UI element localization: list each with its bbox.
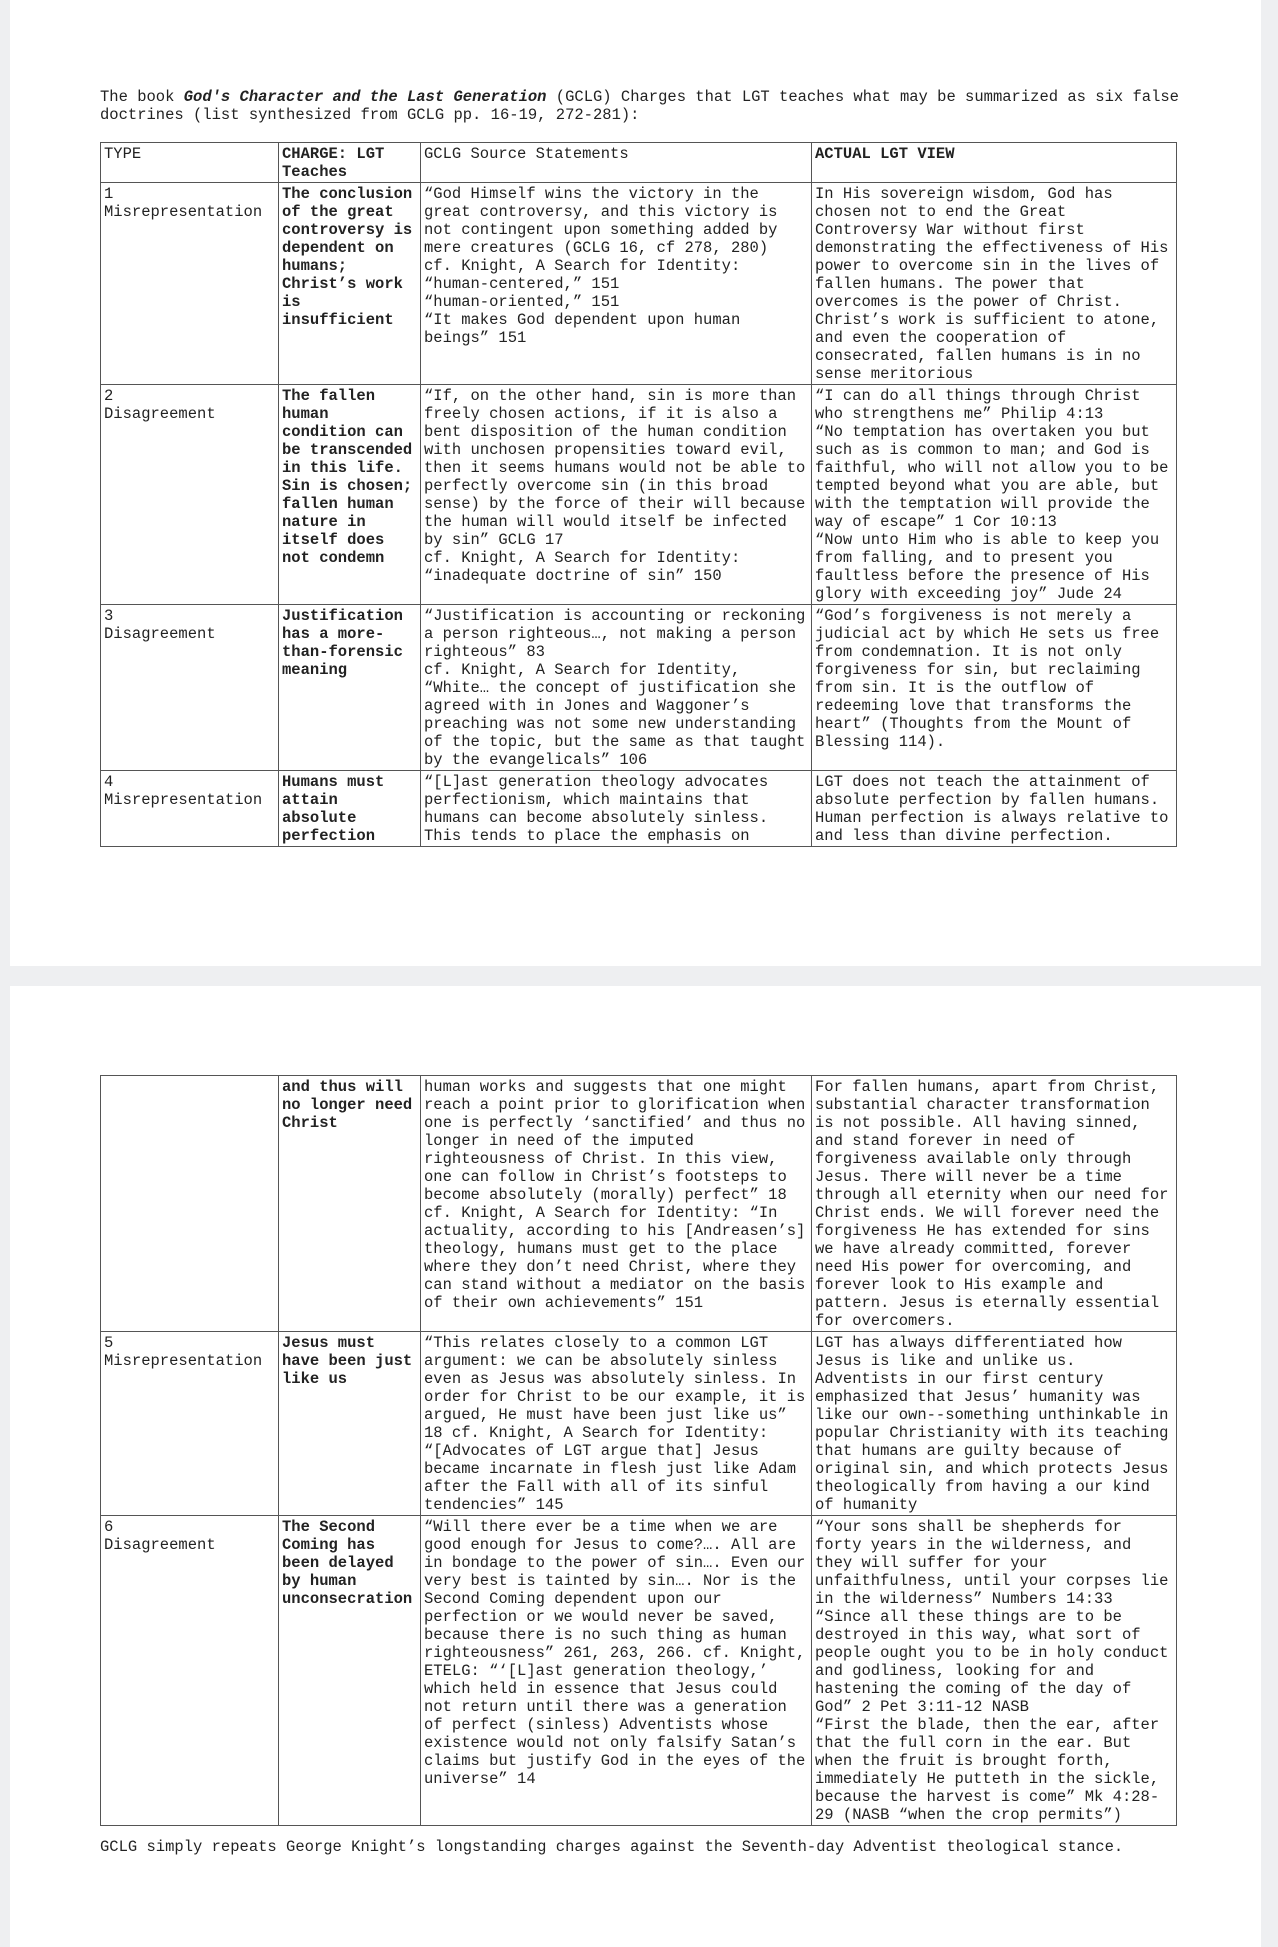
- row-type: 3 Disagreement: [101, 605, 279, 771]
- row-charge: Justification has a more-than-forensic meaning: [279, 605, 421, 771]
- row-view: “I can do all things through Christ who strengthens me” Philip 4:13 “No temptation has overtaken you but such as is common to man; and God is faithful, who will not allow you to be tempted beyond what you are able, but with the temptation will provide the way of escape” 1 Cor 10:13 “Now unto Him who is able to keep you from falling, and to present you faultless before the presence of His glory with exceeding joy” Jude 24: [812, 385, 1177, 605]
- document-page-1: [10, 0, 1261, 966]
- row-source: human works and suggests that one might reach a point prior to glorification when one is perfectly ‘sanctified’ and thus no longer in need of the imputed righteousness of Christ. In this view, one can follow in Christ’s footsteps to become absolutely (morally) perfect” 18 cf. Knight, A Search for Identity: “In actuality, according to his [Andreasen’s] theology, humans must get to the place where they don’t need Christ, where they can stand without a mediator on the basis of their own achievements” 151: [421, 1076, 812, 1332]
- table-header-row: [101, 143, 1177, 183]
- row-source: “[L]ast generation theology advocates perfectionism, which maintains that humans can become absolutely sinless. This tends to place the emphasis on: [421, 771, 812, 847]
- header-view: ACTUAL LGT VIEW: [812, 143, 1177, 183]
- row-type: 1 Misrepresentation: [101, 183, 279, 385]
- book-title: God's Character and the Last Generation: [183, 88, 547, 106]
- row-source: “This relates closely to a common LGT argument: we can be absolutely sinless even as Jesus was absolutely sinless. In order for Christ to be our example, it is argued, He must have been just like us” 18 cf. Knight, A Search for Identity: “[Advocates of LGT argue that] Jesus became incarnate in flesh just like Adam after the Fall with all of its sinful tendencies” 145: [421, 1332, 812, 1516]
- row-charge: The fallen human condition can be transcended in this life. Sin is chosen; fallen human nature in itself does not condemn: [279, 385, 421, 605]
- row-charge: Jesus must have been just like us: [279, 1332, 421, 1516]
- intro-paragraph: [100, 88, 1189, 124]
- row-view: For fallen humans, apart from Christ, substantial character transformation is not possible. All having sinned, and stand forever in need of forgiveness available only through Jesus. There will never be a time through all eternity when our need for Christ ends. We will forever need the forgiveness He has extended for sins we have already committed, forever need His power for overcoming, and forever look to His example and pattern. Jesus is eternally essential for overcomers.: [812, 1076, 1177, 1332]
- row-type: 6 Disagreement: [101, 1516, 279, 1826]
- row-charge: The conclusion of the great controversy is dependent on humans; Christ’s work is insufficient: [279, 183, 421, 385]
- header-type: TYPE: [101, 143, 279, 183]
- row-view: “Your sons shall be shepherds for forty years in the wilderness, and they will suffer for your unfaithfulness, until your corpses lie in the wilderness” Numbers 14:33 “Since all these things are to be destroyed in this way, what sort of people ought you to be in holy conduct and godliness, looking for and hastening the coming of the day of God” 2 Pet 3:11-12 NASB “First the blade, then the ear, after that the full corn in the ear. But when the fruit is brought forth, immediately He putteth in the sickle, because the harvest is come” Mk 4:28-29 (NASB “when the crop permits”): [812, 1516, 1177, 1826]
- table-row: [101, 1332, 1177, 1516]
- charges-table: [100, 142, 1177, 847]
- row-charge: and thus will no longer need Christ: [279, 1076, 421, 1332]
- charges-table-continued: [100, 1075, 1177, 1826]
- header-source: GCLG Source Statements: [421, 143, 812, 183]
- row-view: LGT has always differentiated how Jesus is like and unlike us. Adventists in our first century emphasized that Jesus’ humanity was like our own--something unthinkable in popular Christianity with its teaching that humans are guilty because of original sin, and which protects Jesus theologically from having a our kind of humanity: [812, 1332, 1177, 1516]
- row-type: 4 Misrepresentation: [101, 771, 279, 847]
- row-source: “God Himself wins the victory in the great controversy, and this victory is not contingent upon something added by mere creatures (GCLG 16, cf 278, 280) cf. Knight, A Search for Identity: “human-centered,” 151 “human-oriented,” 151 “It makes God dependent upon human beings” 151: [421, 183, 812, 385]
- row-type: 2 Disagreement: [101, 385, 279, 605]
- row-source: “Will there ever be a time when we are good enough for Jesus to come?…. All are in bondage to the power of sin…. Even our very best is tainted by sin…. Nor is the Second Coming dependent upon our perfection or we would never be saved, because there is no such thing as human righteousness” 261, 263, 266. cf. Knight, ETELG: “‘[L]ast generation theology,’ which held in essence that Jesus could not return until there was a generation of perfect (sinless) Adventists whose existence would not only falsify Satan’s claims but justify God in the eyes of the universe” 14: [421, 1516, 812, 1826]
- row-type: 5 Misrepresentation: [101, 1332, 279, 1516]
- row-type: [101, 1076, 279, 1332]
- row-view: LGT does not teach the attainment of absolute perfection by fallen humans. Human perfection is always relative to and less than divine perfection.: [812, 771, 1177, 847]
- table-row: [101, 385, 1177, 605]
- row-charge: The Second Coming has been delayed by human unconsecration: [279, 1516, 421, 1826]
- table-row: [101, 1516, 1177, 1826]
- table-row: [101, 1076, 1177, 1332]
- table-row: [101, 605, 1177, 771]
- row-source: “Justification is accounting or reckoning a person righteous…, not making a person righteous” 83 cf. Knight, A Search for Identity, “White… the concept of justification she agreed with in Jones and Waggoner’s preaching was not some new understanding of the topic, but the same as that taught by the evangelicals” 106: [421, 605, 812, 771]
- table-row: [101, 183, 1177, 385]
- intro-text-post: (GCLG) Charges that LGT teaches what may be summarized as six false doctrines (list synthesized from GCLG pp. 16-19, 272-281):: [100, 88, 1189, 124]
- row-view: “God’s forgiveness is not merely a judicial act by which He sets us free from condemnation. It is not only forgiveness for sin, but reclaiming from sin. It is the outflow of redeeming love that transforms the heart” (Thoughts from the Mount of Blessing 114).: [812, 605, 1177, 771]
- row-charge: Humans must attain absolute perfection: [279, 771, 421, 847]
- document-page-2: [10, 986, 1261, 1947]
- table-row: [101, 771, 1177, 847]
- intro-text-pre: The book: [100, 88, 184, 106]
- row-source: “If, on the other hand, sin is more than freely chosen actions, if it is also a bent disposition of the human condition with unchosen propensities toward evil, then it seems humans would not be able to perfectly overcome sin (in this broad sense) by the force of their will because the human will would itself be infected by sin” GCLG 17 cf. Knight, A Search for Identity: “inadequate doctrine of sin” 150: [421, 385, 812, 605]
- header-charge: CHARGE: LGT Teaches: [279, 143, 421, 183]
- closing-note: GCLG simply repeats George Knight’s longstanding charges against the Seventh-day Adventist theological stance.: [100, 1838, 1124, 1856]
- row-view: In His sovereign wisdom, God has chosen not to end the Great Controversy War without first demonstrating the effectiveness of His power to overcome sin in the lives of fallen humans. The power that overcomes is the power of Christ. Christ’s work is sufficient to atone, and even the cooperation of consecrated, fallen humans is in no sense meritorious: [812, 183, 1177, 385]
